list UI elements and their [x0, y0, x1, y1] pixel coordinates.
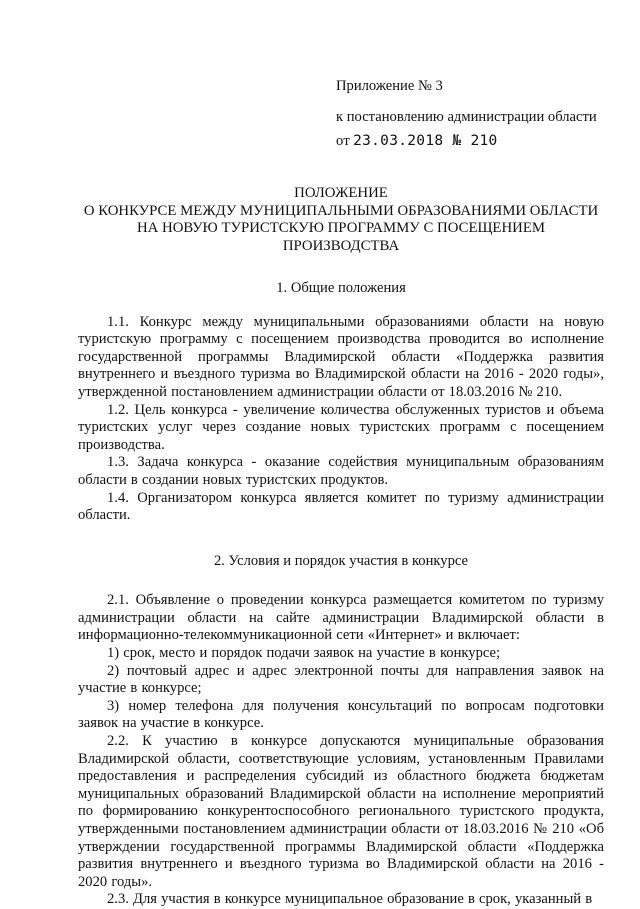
document-title — [78, 185, 604, 256]
appendix-block — [336, 78, 606, 151]
section-heading-conditions: 2. Условия и порядок участия в конкурсе — [213, 552, 469, 569]
title-line: О КОНКУРСЕ МЕЖДУ МУНИЦИПАЛЬНЫМИ ОБРАЗОВАНИЯМИ ОБЛАСТИ — [83, 202, 599, 219]
paragraph-2-3: 2.3. Для участия в конкурсе муниципальное образование в срок, указанный в — [107, 891, 593, 908]
list-item-1: 1) срок, место и порядок подачи заявок на участие в конкурсе; — [107, 645, 501, 662]
appendix-date-prefix: от — [336, 133, 351, 150]
title-line: НА НОВУЮ ТУРИСТСКУЮ ПРОГРАММУ С ПОСЕЩЕНИЕМ — [136, 220, 546, 237]
appendix-date — [336, 133, 606, 151]
paragraph-1-4: 1.4. Организатором конкурса является комитет по туризму администрации области. — [78, 489, 604, 524]
paragraph-1-3: 1.3. Задача конкурса - оказание содействия муниципальным образованиям области в создании новых туристских продуктов. — [78, 454, 604, 488]
list-item-2: 2) почтовый адрес и адрес электронной почты для направления заявок на участие в конкурсе; — [78, 662, 604, 697]
paragraph-1-1: 1.1. Конкурс между муниципальными образованиями области на новую туристскую программу с посещением производства проводится во исполнение государственной программы Владимирской области «Поддержка развития внутреннего и въездного туризма во Владимирской области на 2016 - 2020 годы», утвержденной постановлением администрации области от 18.03.2016 № 210. — [78, 313, 604, 400]
appendix-reference: к постановлению администрации области — [336, 108, 597, 125]
appendix-title: Приложение № 3 — [336, 78, 443, 94]
list-item-3: 3) номер телефона для получения консультаций по вопросам подготовки заявок на участие в конкурсе. — [78, 697, 604, 732]
section-heading-general: 1. Общие положения — [276, 279, 406, 296]
paragraph-2-1: 2.1. Объявление о проведении конкурса размещается комитетом по туризму администрации области на сайте администрации Владимирской области в информационно-телекоммуникационной сети «Интернет» и включает: — [78, 592, 604, 644]
paragraph-1-2: 1.2. Цель конкурса - увеличение количества обслуженных туристов и объема туристских услуг через создание новых туристских программ с посещением производства. — [78, 401, 604, 453]
appendix-date-number: 23.03.2018 № 210 — [353, 133, 498, 150]
title-line: ПОЛОЖЕНИЕ — [294, 184, 388, 201]
paragraph-2-2: 2.2. К участию в конкурсе допускаются муниципальные образования Владимирской области, соответствующие условиям, установленным Правилами предоставления и распределения субсидий из областного бюджета бюджетам муниципальных образований Владимирской области на исполнение мероприятий по формированию конкурентоспособного регионального туристского продукта, утвержденными постановлением администрации области от 18.03.2016 № 210 «Об утверждении государственной программы Владимирской области «Поддержка развития внутреннего и въездного туризма во Владимирской области на 2016 - 2020 годы». — [78, 733, 604, 890]
title-line: ПРОИЗВОДСТВА — [282, 238, 400, 255]
